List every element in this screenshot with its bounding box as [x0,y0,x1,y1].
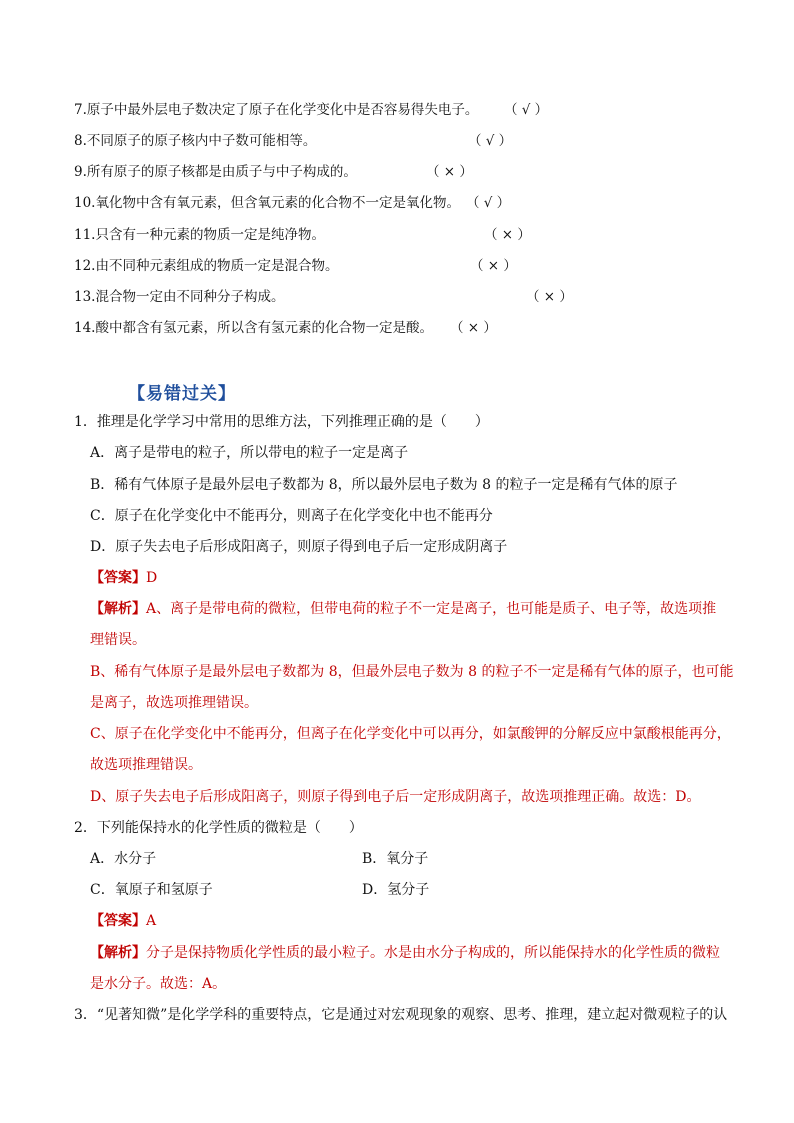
q2-analysis-line-1 [90,942,726,964]
analysis-tag: 【解析】 [90,601,146,617]
q1-analysis-line-3: B、稀有气体原子是最外层电子数都为 8，但最外层电子数为 8 的粒子不一定是稀有气体的原子，也可能 [90,664,734,680]
q1-analysis-line-2: 理错误。 [90,632,146,648]
tf-item-11 [74,225,531,245]
tf-mark: （ √ ） [466,195,511,211]
q1-analysis-line-5: C、原子在化学变化中不能再分，但离子在化学变化中可以再分，如氯酸钾的分解反应中氯酸根能再分， [90,726,731,742]
tf-text: 11.只含有一种元素的物质一定是纯净物。 [74,227,325,243]
tf-text: 12.由不同种元素组成的物质一定是混合物。 [74,258,339,274]
tf-mark: （ √ ） [468,133,513,149]
answer-tag: 【答案】 [90,570,146,586]
analysis-text: A、离子是带电荷的微粒，但带电荷的粒子不一定是离子，也可能是质子、电子等，故选项推 [146,601,717,617]
q2-option-c: C．氧原子和氢原子 [90,882,213,898]
q2-answer [90,910,156,932]
answer-tag: 【答案】 [90,913,146,929]
tf-text: 14.酸中都含有氢元素，所以含有氢元素的化合物一定是酸。 [74,320,433,336]
q2-option-a: A．水分子 [90,851,157,867]
tf-text: 8.不同原子的原子核内中子数可能相等。 [74,133,317,149]
question-3-stem: 3．“见著知微”是化学学科的重要特点，它是通过对宏观现象的观察、思考、推理，建立起对微观粒子的认 [74,1007,728,1023]
tf-item-12 [74,256,517,276]
q1-analysis-line-6: 故选项推理错误。 [90,757,202,773]
q1-option-c: C．原子在化学变化中不能再分，则离子在化学变化中也不能再分 [90,508,493,524]
tf-item-7 [74,100,549,120]
tf-mark: （ √ ） [504,102,549,118]
tf-text: 13.混合物一定由不同种分子构成。 [74,289,285,305]
answer-value: D [146,570,158,586]
tf-text: 9.所有原子的原子核都是由质子与中子构成的。 [74,164,357,180]
q1-analysis-line-1 [90,598,726,620]
tf-item-10 [74,193,511,213]
tf-mark: （ × ） [470,258,517,274]
answer-value: A [146,913,157,929]
tf-mark: （ × ） [526,289,573,305]
section-title: 【易错过关】 [128,384,236,404]
q1-analysis-line-7: D、原子失去电子后形成阳离子，则原子得到电子后一定形成阴离子，故选项推理正确。故选：D。 [90,789,701,805]
tf-mark: （ × ） [484,227,531,243]
tf-text: 10.氧化物中含有氧元素，但含氧元素的化合物不一定是氧化物。 [74,195,460,211]
q2-analysis-line-2: 是水分子。故选：A。 [90,976,227,992]
q1-option-a: A．离子是带电的粒子，所以带电的粒子一定是离子 [90,445,409,461]
tf-text: 7.原子中最外层电子数决定了原子在化学变化中是否容易得失电子。 [74,102,479,118]
q1-answer [90,567,157,589]
tf-mark: （ × ） [450,320,497,336]
question-1-stem: 1．推理是化学学习中常用的思维方法，下列推理正确的是（ ） [74,414,489,430]
q1-analysis-line-4: 是离子，故选项推理错误。 [90,695,258,711]
analysis-text: 分子是保持物质化学性质的最小粒子。水是由水分子构成的，所以能保持水的化学性质的微粒 [146,945,720,961]
tf-item-13 [74,287,573,307]
tf-item-14 [74,318,497,338]
analysis-tag: 【解析】 [90,945,146,961]
question-2-stem: 2．下列能保持水的化学性质的微粒是（ ） [74,820,363,836]
q1-option-b: B．稀有气体原子是最外层电子数都为 8，所以最外层电子数为 8 的粒子一定是稀有气体的原子 [90,477,678,493]
tf-item-8 [74,131,513,151]
tf-item-9 [74,162,473,182]
q1-option-d: D．原子失去电子后形成阳离子，则原子得到电子后一定形成阴离子 [90,539,508,555]
tf-mark: （ × ） [426,164,473,180]
q2-option-d: D．氢分子 [362,882,430,898]
q2-option-b: B．氧分子 [362,851,429,867]
